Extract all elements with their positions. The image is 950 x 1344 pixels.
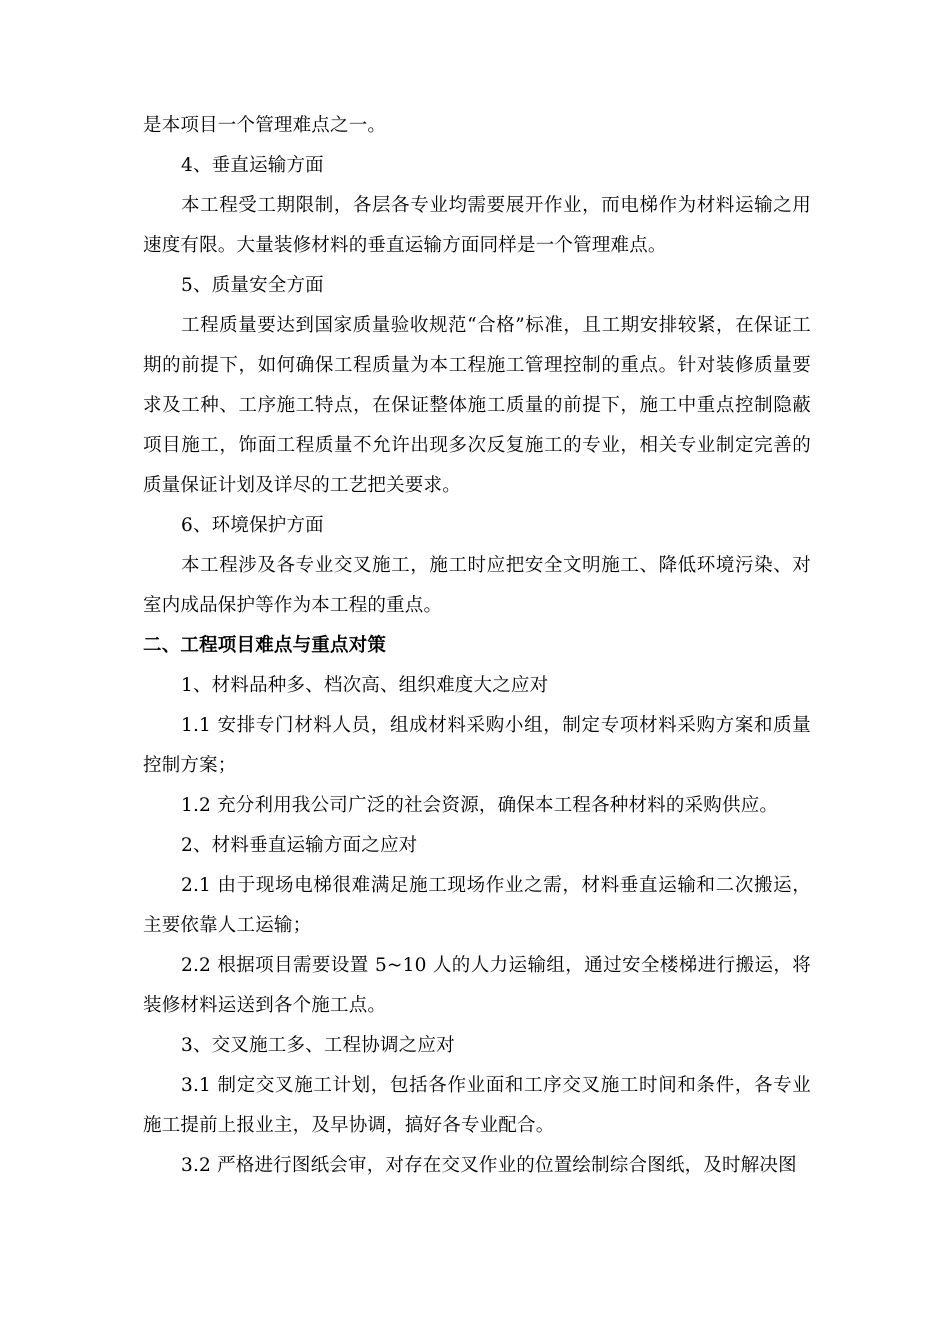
paragraph-continuation: 是本项目一个管理难点之一。 xyxy=(143,115,387,136)
item-2-1: 2.1 由于现场电梯很难满足施工现场作业之需，材料垂直运输和二次搬运，主要依靠人工运输； xyxy=(143,875,811,936)
item-3-1: 3.1 制定交叉施工计划，包括各作业面和工序交叉施工时间和条件，各专业施工提前上报业主，及早协调，搞好各专业配合。 xyxy=(143,1075,811,1136)
paragraph-environment: 本工程涉及各专业交叉施工，施工时应把安全文明施工、降低环境污染、对室内成品保护等作为本工程的重点。 xyxy=(143,555,811,616)
heading-environment: 6、环境保护方面 xyxy=(181,515,324,536)
subheading-cross-construction: 3、交叉施工多、工程协调之应对 xyxy=(181,1035,455,1056)
section-heading-countermeasures: 二、工程项目难点与重点对策 xyxy=(143,635,387,656)
paragraph-vertical-transport: 本工程受工期限制，各层各专业均需要展开作业，而电梯作为材料运输之用速度有限。大量装修材料的垂直运输方面同样是一个管理难点。 xyxy=(143,195,811,256)
heading-quality-safety: 5、质量安全方面 xyxy=(181,275,324,296)
document-page xyxy=(143,106,811,1186)
item-2-2: 2.2 根据项目需要设置 5~10 人的人力运输组，通过安全楼梯进行搬运，将装修材料运送到各个施工点。 xyxy=(143,955,811,1016)
paragraph-quality-safety: 工程质量要达到国家质量验收规范“合格”标准，且工期安排较紧，在保证工期的前提下，如何确保工程质量为本工程施工管理控制的重点。针对装修质量要求及工种、工序施工特点，在保证整体施工质量的前提下，施工中重点控制隐蔽项目施工，饰面工程质量不允许出现多次反复施工的专业，相关专业制定完善的质量保证计划及详尽的工艺把关要求。 xyxy=(143,315,811,496)
subheading-vertical-transport-response: 2、材料垂直运输方面之应对 xyxy=(181,835,418,856)
item-3-2: 3.2 严格进行图纸会审，对存在交叉作业的位置绘制综合图纸，及时解决图 xyxy=(181,1155,797,1176)
subheading-materials: 1、材料品种多、档次高、组织难度大之应对 xyxy=(181,675,549,696)
heading-vertical-transport: 4、垂直运输方面 xyxy=(181,155,324,176)
item-1-2: 1.2 充分利用我公司广泛的社会资源，确保本工程各种材料的采购供应。 xyxy=(181,795,779,816)
item-1-1: 1.1 安排专门材料人员，组成材料采购小组，制定专项材料采购方案和质量控制方案； xyxy=(143,715,811,776)
